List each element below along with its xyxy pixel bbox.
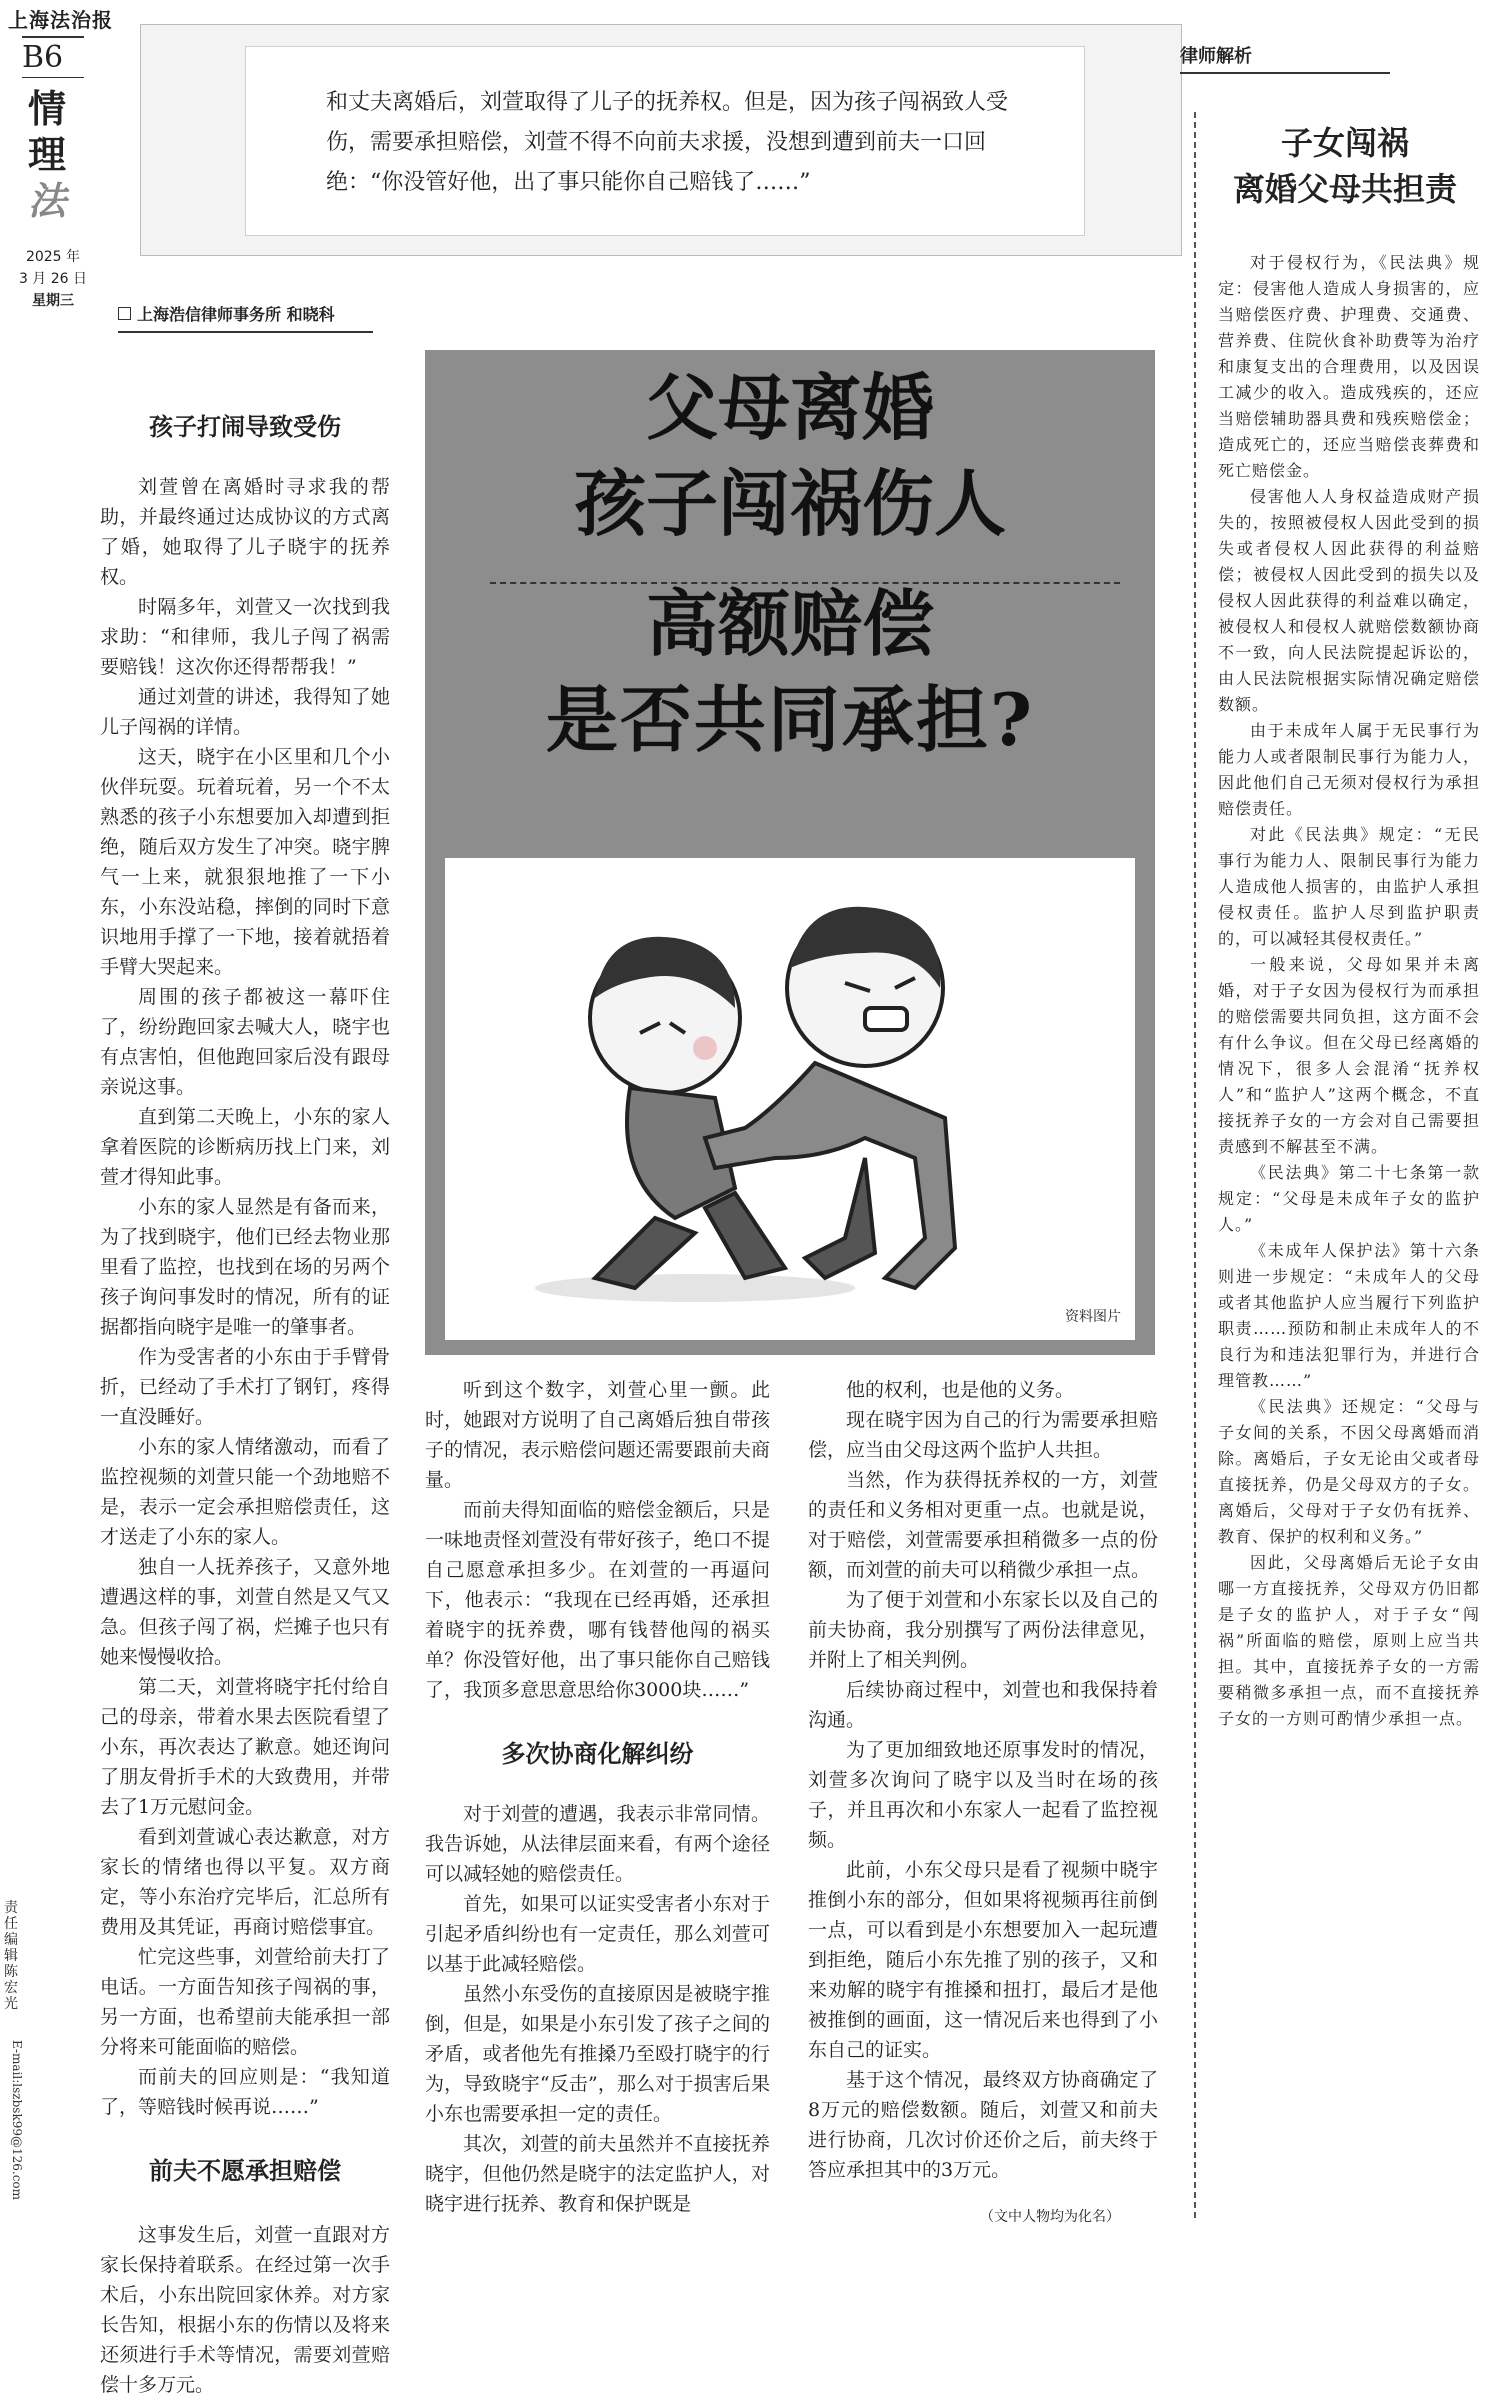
page-number: B6 (22, 36, 84, 78)
section-heading: 多次协商化解纠纷 (501, 1740, 694, 1768)
analysis-title-line: 子女闯祸 (1280, 124, 1409, 162)
editor-email: E-mail:lszbsk99@126.com (10, 2040, 24, 2201)
column-paragraphs (808, 1375, 1158, 2185)
paragraph: 一般来说，父母如果并未离婚，对于子女因为侵权行为而承担的赔偿需要共同负担，这方面不会有什么争议。但在父母已经离婚的情况下，很多人会混淆“抚养权人”和“监护人”这两个概念，不直接抚养子女的一方会对自己需要担责感到不解甚至不满。 (1218, 955, 1480, 1156)
issue-day: 3 月 26 日 (18, 271, 88, 287)
paragraph: 小东的家人情绪激动，而看了监控视频的刘萱只能一个劲地赔不是，表示一定会承担赔偿责任，这才送走了小东的家人。 (100, 1436, 390, 1548)
paragraph: 而前夫的回应则是：“我知道了，等赔钱时候再说……” (100, 2066, 390, 2118)
paragraph: 为了便于刘萱和小东家长以及自己的前夫协商，我分别撰写了两份法律意见，并附上了相关判例。 (808, 1589, 1158, 1671)
paragraph: 作为受害者的小东由于手臂骨折，已经动了手术打了钢钉，疼得一直没睡好。 (100, 1346, 390, 1428)
paragraph: 听到这个数字，刘萱心里一颤。此时，她跟对方说明了自己离婚后独自带孩子的情况，表示赔偿问题还需要跟前夫商量。 (425, 1379, 770, 1491)
paragraph: 时隔多年，刘萱又一次找到我求助：“和律师，我儿子闯了祸需要赔钱！这次你还得帮帮我！” (100, 596, 390, 678)
article-column-3 (808, 1375, 1158, 2185)
headline-line: 孩子闯祸伤人 (573, 461, 1006, 546)
editor-credit: 责任编辑 陈宏光 (4, 1900, 18, 2012)
paragraph: 而前夫得知面临的赔偿金额后，只是一味地责怪刘萱没有带好孩子，绝口不提自己愿意承担多少。在刘萱的一再逼问下，他表示：“我现在已经再婚，还承担着晓宇的抚养费，哪有钱替他闯的祸买单？你没管好他，出了事只能你自己赔钱了，我顶多意思意思给你3000块……” (425, 1499, 770, 1701)
paragraph: 对此《民法典》规定：“无民事行为能力人、限制民事行为能力人造成他人损害的，由监护人承担侵权责任。监护人尽到监护职责的，可以减轻其侵权责任。” (1218, 825, 1480, 948)
paragraph: 为了更加细致地还原事发时的情况，刘萱多次询问了晓宇以及当时在场的孩子，并且再次和小东家人一起看了监控视频。 (808, 1739, 1158, 1851)
lead-text: 和丈夫离婚后，刘萱取得了儿子的抚养权。但是，因为孩子闯祸致人受伤，需要承担赔偿，刘萱不得不向前夫求援，没想到遭到前夫一口回绝：“你没管好他，出了事只能你自己赔钱了……” (245, 46, 1085, 236)
paragraph: 忙完这些事，刘萱给前夫打了电话。一方面告知孩子闯祸的事，另一方面，也希望前夫能承担一部分将来可能面临的赔偿。 (100, 1946, 390, 2058)
author-byline (118, 302, 373, 333)
illustration (445, 858, 1135, 1340)
headline-line: 高额赔偿 (645, 581, 934, 666)
issue-year: 2025 年 (25, 249, 81, 265)
column-paragraphs (100, 472, 390, 2122)
paragraph: 刘萱曾在离婚时寻求我的帮助，并最终通过达成协议的方式离了婚，她取得了儿子晓宇的抚养权。 (100, 476, 390, 588)
section-tag: 律师解析 (1180, 42, 1390, 74)
column-paragraphs (425, 1799, 770, 2219)
paragraph: 看到刘萱诚心表达歉意，对方家长的情绪也得以平复。双方商定，等小东治疗完毕后，汇总所有费用及其凭证，再商讨赔偿事宜。 (100, 1826, 390, 1938)
paragraph: 独自一人抚养孩子，又意外地遭遇这样的事，刘萱自然是又气又急。但孩子闯了祸，烂摊子也只有她来慢慢收拾。 (100, 1556, 390, 1668)
masthead: 上海法治报 (8, 8, 113, 32)
paragraph: 当然，作为获得抚养权的一方，刘萱的责任和义务相对更重一点。也就是说，对于赔偿，刘萱需要承担稍微多一点的份额，而刘萱的前夫可以稍微少承担一点。 (808, 1469, 1158, 1581)
paragraph: 侵害他人人身权益造成财产损失的，按照被侵权人因此受到的损失或者侵权人因此获得的利益赔偿；被侵权人因此受到的损失以及侵权人因此获得的利益难以确定，被侵权人和侵权人就赔偿数额协商不一致，向人民法院提起诉讼的，由人民法院根据实际情况确定赔偿数额。 (1218, 487, 1480, 714)
section-char: 情 (28, 86, 67, 131)
article-column-1 (100, 412, 390, 2400)
paragraph: 《民法典》第二十七条第一款规定：“父母是未成年子女的监护人。” (1218, 1163, 1480, 1234)
headline-divider (490, 582, 1120, 584)
section-name (28, 86, 68, 224)
paragraph: 小东的家人显然是有备而来，为了找到晓宇，他们已经去物业那里看了监控，也找到在场的另两个孩子询问事发时的情况，所有的证据都指向晓宇是唯一的肇事者。 (100, 1196, 390, 1338)
paragraph: 对于侵权行为，《民法典》规定：侵害他人造成人身损害的，应当赔偿医疗费、护理费、交通费、营养费、住院伙食补助费等为治疗和康复支出的合理费用，以及因误工减少的收入。造成残疾的，还应当赔偿辅助器具费和残疾赔偿金；造成死亡的，还应当赔偿丧葬费和死亡赔偿金。 (1218, 253, 1480, 480)
paragraph: 这天，晓宇在小区里和几个小伙伴玩耍。玩着玩着，另一个不太熟悉的孩子小东想要加入却遭到拒绝，随后双方发生了冲突。晓宇脾气一上来，就狠狠地推了一下小东，小东没站稳，摔倒的同时下意识地用手撑了一下地，接着就捂着手臂大哭起来。 (100, 746, 390, 978)
paragraph: 周围的孩子都被这一幕吓住了，纷纷跑回家去喊大人，晓宇也有点害怕，但他跑回家后没有跟母亲说这事。 (100, 986, 390, 1098)
paragraph: 他的权利，也是他的义务。 (846, 1379, 1075, 1401)
paragraph: 因此，父母离婚后无论子女由哪一方直接抚养，父母双方仍旧都是子女的监护人，对于子女“闯祸”所面临的赔偿，原则上应当共担。其中，直接抚养子女的一方需要稍微多承担一点，而不直接抚养子女的一方则可酌情少承担一点。 (1218, 1553, 1480, 1728)
column-divider (1194, 112, 1196, 2218)
headline-line: 是否共同承担? (545, 677, 1035, 762)
square-icon (118, 307, 131, 320)
paragraph: 对于刘萱的遭遇，我表示非常同情。我告诉她，从法律层面来看，有两个途径可以减轻她的赔偿责任。 (425, 1803, 770, 1885)
section-heading: 前夫不愿承担赔偿 (149, 2157, 341, 2185)
paragraph: 后续协商过程中，刘萱也和我保持着沟通。 (808, 1679, 1158, 1731)
paragraph: 其次，刘萱的前夫虽然并不直接抚养晓宇，但他仍然是晓宇的法定监护人，对晓宇进行抚养、教育和保护既是 (425, 2133, 770, 2215)
names-note: （文中人物均为化名） (980, 2209, 1120, 2225)
issue-date (18, 246, 88, 312)
paragraph: 现在晓宇因为自己的行为需要承担赔偿，应当由父母这两个监护人共担。 (808, 1409, 1158, 1461)
section-heading: 孩子打闹导致受伤 (149, 413, 341, 441)
paragraph: 这事发生后，刘萱一直跟对方家长保持着联系。在经过第一次手术后，小东出院回家休养。对方家长告知，根据小东的伤情以及将来还须进行手术等情况，需要刘萱赔偿十多万元。 (100, 2224, 390, 2396)
fighting-kids-illustration (445, 858, 1135, 1340)
paragraph: 基于这个情况，最终双方协商确定了8万元的赔偿数额。随后，刘萱又和前夫进行协商，几次讨价还价之后，前夫终于答应承担其中的3万元。 (808, 2069, 1158, 2181)
paragraph: 首先，如果可以证实受害者小东对于引起矛盾纠纷也有一定责任，那么刘萱可以基于此减轻赔偿。 (425, 1893, 770, 1975)
author-name: 上海浩信律师事务所 和晓科 (137, 305, 335, 324)
analysis-column (1218, 250, 1480, 1732)
headline-line: 父母离婚 (645, 365, 934, 450)
paragraph: 由于未成年人属于无民事行为能力人或者限制民事行为能力人，因此他们自己无须对侵权行为承担赔偿责任。 (1218, 721, 1480, 818)
column-paragraphs (1218, 250, 1480, 1732)
article-column-2 (425, 1375, 770, 2219)
paragraph: 《未成年人保护法》第十六条则进一步规定：“未成年人的父母或者其他监护人应当履行下列监护职责……预防和制止未成年人的不良行为和违法犯罪行为，并进行合理管教……” (1218, 1241, 1480, 1390)
section-char: 理 (28, 132, 67, 177)
column-paragraphs (100, 2220, 390, 2400)
paragraph: 《民法典》还规定：“父母与子女间的关系，不因父母离婚而消除。离婚后，子女无论由父或者母直接抚养，仍是父母双方的子女。离婚后，父母对于子女仍有抚养、教育、保护的权利和义务。” (1218, 1397, 1480, 1546)
headline (425, 360, 1155, 768)
section-char: 法 (28, 178, 67, 223)
paragraph: 第二天，刘萱将晓宇托付给自己的母亲，带着水果去医院看望了小东，再次表达了歉意。她还询问了朋友骨折手术的大致费用，并带去了1万元慰问金。 (100, 1676, 390, 1818)
paragraph: 此前，小东父母只是看了视频中晓宇推倒小东的部分，但如果将视频再往前倒一点，可以看到是小东想要加入一起玩遭到拒绝，随后小东先推了别的孩子，又和来劝解的晓宇有推搡和扭打，最后才是他被推倒的画面，这一情况后来也得到了小东自己的证实。 (808, 1859, 1158, 2061)
paragraph: 虽然小东受伤的直接原因是被晓宇推倒，但是，如果是小东引发了孩子之间的矛盾，或者他先有推搡乃至殴打晓宇的行为，导致晓宇“反击”，那么对于损害后果小东也需要承担一定的责任。 (425, 1983, 770, 2125)
column-paragraphs (425, 1375, 770, 1705)
analysis-title-line: 离婚父母共担责 (1232, 170, 1457, 208)
paragraph: 直到第二天晚上，小东的家人拿着医院的诊断病历找上门来，刘萱才得知此事。 (100, 1106, 390, 1188)
analysis-title (1200, 120, 1490, 212)
image-caption: 资料图片 (1065, 1309, 1121, 1325)
paragraph: 通过刘萱的讲述，我得知了她儿子闯祸的详情。 (100, 686, 390, 738)
issue-weekday: 星期三 (32, 293, 74, 309)
